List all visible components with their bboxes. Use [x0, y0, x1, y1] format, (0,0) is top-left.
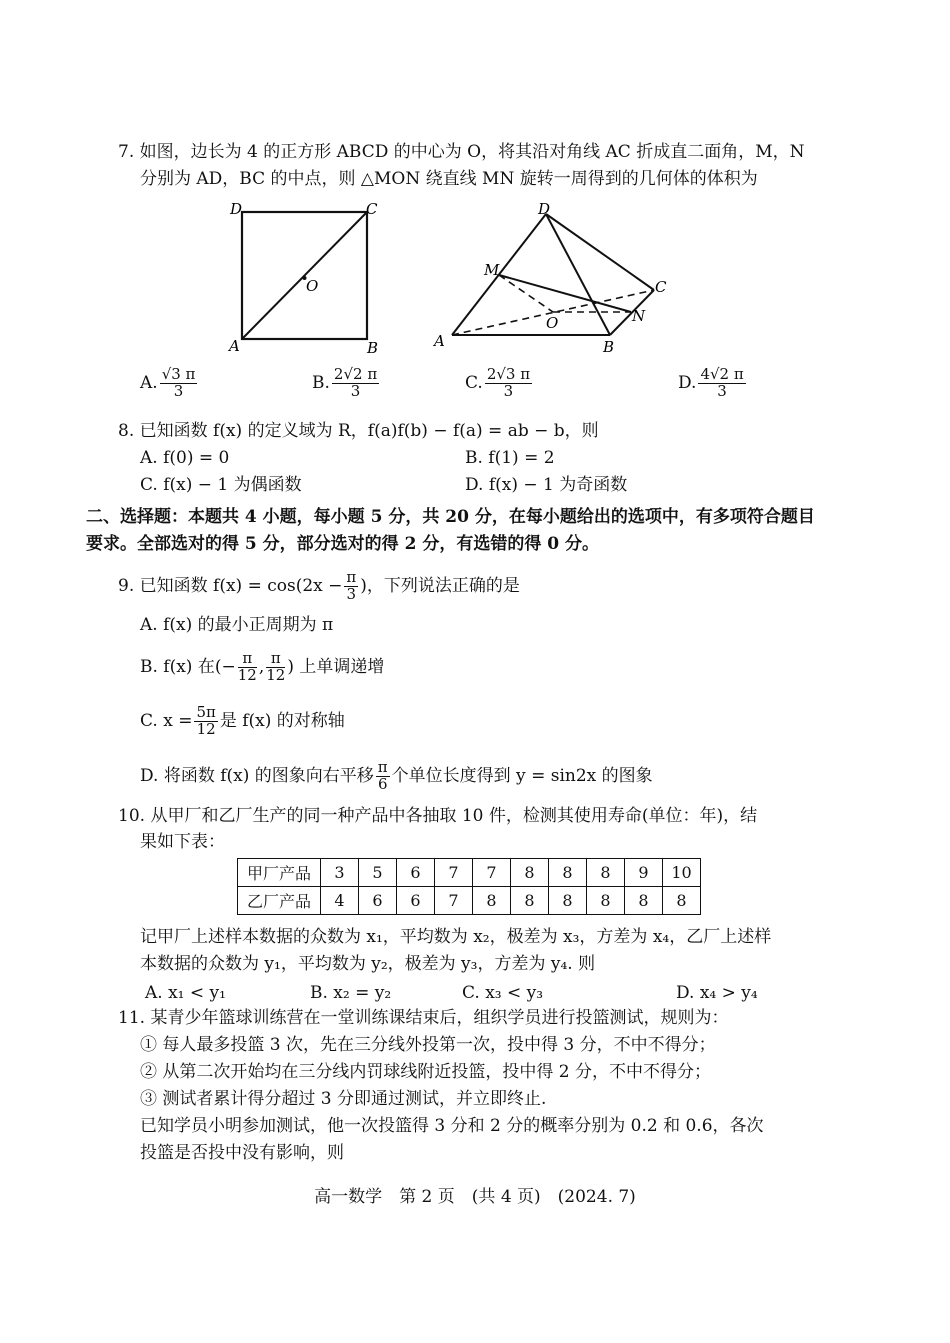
fig1-label-c: C [366, 200, 378, 218]
q10-data-table [237, 858, 701, 915]
table-cell: 8 [511, 859, 549, 887]
fig2-label-m: M [484, 261, 500, 279]
q10-stem-line2: 果如下表： [140, 832, 225, 852]
table-cell: 7 [435, 859, 473, 887]
section2-heading-line1: 二、选择题：本题共 4 小题，每小题 5 分，共 20 分，在每小题给出的选项中，有多项符合题目 [86, 507, 815, 527]
q10-option-a: A. x₁ < y₁ [145, 983, 226, 1003]
q10-option-c: C. x₃ < y₃ [462, 983, 544, 1003]
segment-mn [499, 275, 631, 312]
q8-option-c: C. f(x) − 1 为偶函数 [140, 475, 302, 495]
q10-option-d: D. x₄ > y₄ [676, 983, 758, 1003]
q7-option-b: B. $\frac{2√2 \pi}{3}$ [312, 365, 378, 400]
q10-stem-line4: 本数据的众数为 y₁，平均数为 y₂，极差为 y₃，方差为 y₄. 则 [140, 954, 596, 974]
table-cell: 8 [549, 859, 587, 887]
diagonal-ac [242, 212, 367, 339]
q7-stem-line1: 7. 如图，边长为 4 的正方形 ABCD 的中心为 O，将其沿对角线 AC 折成直二面角，M，N [118, 142, 805, 162]
table-cell: 8 [625, 887, 663, 915]
q11-stem-line5: 已知学员小明参加测试，他一次投篮得 3 分和 2 分的概率分别为 0.2 和 0.6，各次 [140, 1116, 764, 1136]
q11-stem-line6: 投篮是否投中没有影响，则 [140, 1143, 344, 1163]
table-row [238, 859, 701, 887]
figure-folded [428, 198, 678, 360]
q7-option-c: C. $\frac{2√3 \pi}{3}$ [465, 365, 531, 400]
q10-stem-line1: 10. 从甲厂和乙厂生产的同一种产品中各抽取 10 件，检测其使用寿命(单位：年)，结 [118, 806, 758, 826]
fig1-label-d: D [230, 200, 243, 218]
fig1-label-o: O [306, 277, 319, 295]
table-cell: 8 [587, 887, 625, 915]
table-cell: 8 [587, 859, 625, 887]
q11-rule-1: ① 每人最多投篮 3 次，先在三分线外投第一次，投中得 3 分，不中不得分； [140, 1035, 716, 1055]
q10-option-b: B. x₂ = y₂ [310, 983, 392, 1003]
fig2-label-d: D [538, 200, 551, 218]
table-cell: 8 [511, 887, 549, 915]
q8-option-a: A. f(0) = 0 [140, 448, 230, 468]
q7-stem-line2: 分别为 AD，BC 的中点，则 △MON 绕直线 MN 旋转一周得到的几何体的体积为 [140, 169, 758, 189]
fig2-label-c: C [655, 278, 667, 296]
table-cell: 5 [359, 859, 397, 887]
q9-stem: 9. 已知函数 f(x) = cos(2x − $\frac{\pi}{3}$ )，下列说法正确的是 [118, 568, 520, 603]
q8-option-d: D. f(x) − 1 为奇函数 [465, 475, 628, 495]
fig2-label-b: B [603, 338, 615, 356]
table-cell: 4 [321, 887, 359, 915]
fig2-label-a: A [434, 332, 445, 350]
q11-stem-line1: 11. 某青少年篮球训练营在一堂训练课结束后，组织学员进行投篮测试，规则为： [118, 1008, 729, 1028]
q8-stem: 8. 已知函数 f(x) 的定义域为 R，f(a)f(b) − f(a) = ab − b，则 [118, 421, 599, 441]
q11-rule-3: ③ 测试者累计得分超过 3 分即通过测试，并立即终止. [140, 1089, 547, 1109]
fig1-label-b: B [367, 339, 379, 357]
fig2-label-o: O [546, 314, 559, 332]
table-cell: 7 [435, 887, 473, 915]
table-cell: 8 [473, 887, 511, 915]
section2-heading-line2: 要求。全部选对的得 5 分，部分选对的得 2 分，有选错的得 0 分。 [86, 534, 599, 554]
fig2-label-n: N [632, 307, 646, 325]
q11-rule-2: ② 从第二次开始均在三分线内罚球线附近投篮，投中得 2 分，不中不得分； [140, 1062, 712, 1082]
table-cell: 8 [663, 887, 701, 915]
q9-option-c: C. x = $\frac{5\pi}{12}$ 是 f(x) 的对称轴 [140, 703, 345, 738]
row-label: 甲厂产品 [238, 859, 321, 887]
page-footer: 高一数学 第 2 页 (共 4 页) (2024. 7) [314, 1187, 636, 1207]
fig1-label-a: A [229, 337, 240, 355]
q9-option-b: B. f(x) 在(− $\frac{\pi}{12}$ , $\frac{\pi}{12}$ ) 上单调递增 [140, 649, 385, 684]
q7-option-a: A. $\frac{√3 \pi}{3}$ [140, 365, 196, 400]
edge-dc [546, 214, 654, 290]
q7-option-d: D. $\frac{4√2 \pi}{3}$ [678, 365, 744, 400]
table-cell: 6 [397, 859, 435, 887]
table-cell: 7 [473, 859, 511, 887]
table-row [238, 887, 701, 915]
q10-stem-line3: 记甲厂上述样本数据的众数为 x₁，平均数为 x₂，极差为 x₃，方差为 x₄，乙厂上述样 [140, 927, 772, 947]
table-cell: 6 [359, 887, 397, 915]
q8-option-b: B. f(1) = 2 [465, 448, 555, 468]
table-cell: 6 [397, 887, 435, 915]
table-cell: 9 [625, 859, 663, 887]
q9-option-d: D. 将函数 f(x) 的图象向右平移 $\frac{\pi}{6}$ 个单位长度得到 y = sin2x 的图象 [140, 758, 653, 793]
q9-option-a: A. f(x) 的最小正周期为 π [140, 615, 334, 635]
row-label: 乙厂产品 [238, 887, 321, 915]
table-cell: 8 [549, 887, 587, 915]
table-cell: 3 [321, 859, 359, 887]
dashed-mo [499, 275, 553, 312]
table-cell: 10 [663, 859, 701, 887]
figure-square [220, 198, 390, 360]
